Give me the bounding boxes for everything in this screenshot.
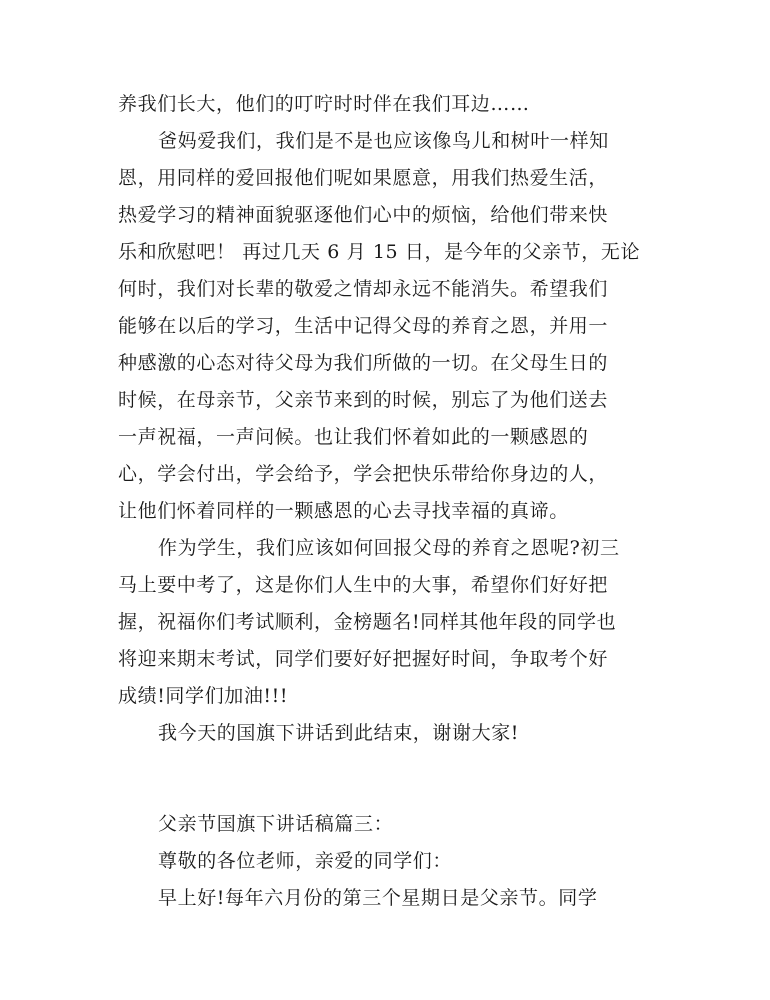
paragraph-line: 何时，我们对长辈的敬爱之情却永远不能消失。希望我们	[118, 278, 609, 300]
salutation-line: 尊敬的各位老师，亲爱的同学们：	[158, 850, 453, 872]
paragraph-line: 我今天的国旗下讲话到此结束，谢谢大家!	[158, 722, 520, 744]
paragraph-line: 能够在以后的学习，生活中记得父母的养育之恩，并用一	[118, 315, 609, 337]
paragraph-line: 一声祝福，一声问候。也让我们怀着如此的一颗感恩的	[118, 426, 589, 448]
paragraph-line: 恩，用同样的爱回报他们呢如果愿意，用我们热爱生活，	[118, 167, 609, 189]
paragraph-line: 将迎来期末考试，同学们要好好把握好时间，争取考个好	[118, 648, 609, 670]
paragraph-line: 让他们怀着同样的一颗感恩的心去寻找幸福的真谛。	[118, 500, 569, 522]
paragraph-line: 握，祝福你们考试顺利，金榜题名!同样其他年段的同学也	[118, 611, 617, 633]
paragraph-line: 作为学生，我们应该如何回报父母的养育之恩呢?初三	[158, 537, 620, 559]
paragraph-line: 早上好!每年六月份的第三个星期日是父亲节。同学	[158, 887, 598, 909]
paragraph-line: 养我们长大，他们的叮咛时时伴在我们耳边……	[118, 93, 530, 115]
paragraph-line: 种感激的心态对待父母为我们所做的一切。在父母生日的	[118, 352, 609, 374]
paragraph-line: 心，学会付出，学会给予，学会把快乐带给你身边的人，	[118, 463, 609, 485]
paragraph-line: 热爱学习的精神面貌驱逐他们心中的烦恼，给他们带来快	[118, 204, 609, 226]
paragraph-line: 乐和欣慰吧！ 再过几天 6 月 15 日，是今年的父亲节，无论	[118, 241, 641, 263]
section-heading: 父亲节国旗下讲话稿篇三：	[158, 813, 394, 835]
paragraph-line: 时候，在母亲节，父亲节来到的时候，别忘了为他们送去	[118, 389, 609, 411]
paragraph-line: 爸妈爱我们，我们是不是也应该像鸟儿和树叶一样知	[158, 130, 609, 152]
paragraph-line: 成绩!同学们加油!!!	[118, 685, 289, 707]
paragraph-line: 马上要中考了，这是你们人生中的大事，希望你们好好把	[118, 574, 609, 596]
